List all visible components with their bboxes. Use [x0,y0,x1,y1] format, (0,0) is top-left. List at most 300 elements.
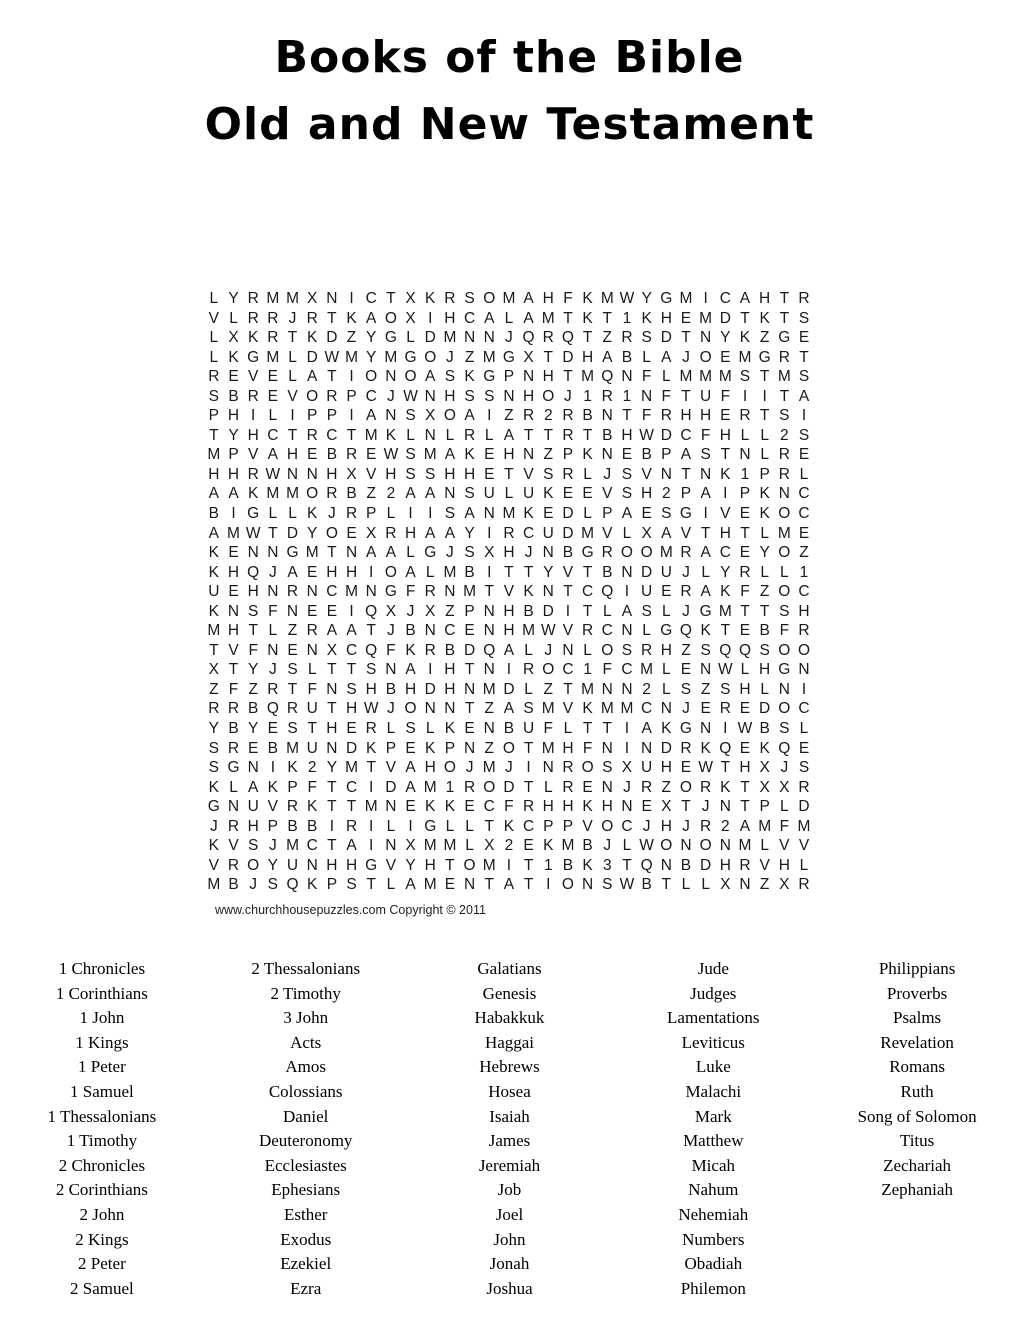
grid-cell: T [720,622,731,640]
grid-cell: R [326,387,338,405]
grid-cell: R [680,544,692,562]
grid-cell: H [542,290,554,307]
grid-cell: T [779,290,790,307]
grid-cell: E [680,309,692,327]
grid-cell: T [622,856,632,874]
grid-cell: E [267,387,279,405]
word-item: Jonah [489,1254,530,1274]
grid-cell: 1 [622,387,632,405]
word-item: Judges [690,983,737,1003]
grid-cell: M [758,817,772,835]
grid-cell: L [622,524,632,542]
grid-cell: Z [759,583,770,601]
grid-cell: Y [405,856,416,874]
word-item: Haggai [484,1032,535,1052]
grid-cell: T [209,641,219,659]
grid-cell: K [641,309,652,327]
grid-cell: D [385,778,397,796]
grid-cell: C [463,309,476,327]
grid-cell: Y [641,290,652,307]
grid-cell: N [542,583,554,601]
grid-cell: T [366,622,376,640]
grid-cell: Y [248,661,259,679]
grid-cell: P [346,387,357,405]
grid-row [204,387,814,407]
grid-cell: R [798,290,810,307]
grid-cell: T [740,602,750,620]
grid-cell: Y [326,759,338,777]
grid-cell: N [227,798,240,816]
grid-cell: L [307,661,317,679]
grid-cell: O [778,544,791,562]
grid-cell: L [583,465,592,483]
grid-cell: E [287,641,298,659]
grid-cell: S [444,505,456,523]
grid-cell: A [503,426,515,444]
grid-cell: X [346,465,357,483]
grid-cell: M [443,563,457,581]
grid-cell: Z [661,778,672,796]
grid-cell: M [384,348,398,366]
grid-cell: N [542,759,554,777]
grid-cell: L [799,720,809,738]
grid-cell: A [366,544,377,562]
grid-cell: V [208,309,219,327]
grid-cell: A [405,778,416,796]
word-item: Exodus [280,1229,332,1249]
grid-cell: W [639,426,654,444]
grid-cell: H [719,856,731,874]
grid-cell: S [464,387,475,405]
grid-cell: L [504,309,514,327]
grid-cell: B [346,485,357,503]
grid-cell: K [582,309,593,327]
grid-cell: D [503,778,515,796]
grid-cell: O [699,837,712,855]
grid-cell: F [779,817,790,835]
grid-cell: E [680,759,692,777]
grid-cell: N [463,739,476,757]
grid-cell: S [621,465,633,483]
word-item: 2 Kings [75,1229,129,1249]
grid-cell: T [563,583,573,601]
grid-cell: D [326,329,338,347]
grid-cell: N [483,329,495,347]
grid-cell: K [523,583,534,601]
grid-cell: D [463,641,476,659]
grid-cell: N [306,465,318,483]
grid-cell: P [385,739,397,757]
grid-cell: T [622,407,632,425]
grid-cell: H [345,700,358,718]
grid-row [204,699,814,719]
grid-cell: W [619,290,635,307]
grid-cell: D [424,329,436,347]
grid-cell: O [502,739,515,757]
grid-cell: N [424,387,436,405]
grid-cell: V [779,837,790,855]
grid-cell: V [562,563,574,581]
grid-cell: F [405,583,416,601]
grid-cell: T [228,661,239,679]
grid-cell: O [699,348,712,366]
grid-cell: 2 [720,817,730,835]
grid-cell: S [700,446,711,464]
grid-row [204,367,814,387]
grid-cell: B [228,876,239,894]
grid-cell: N [522,368,535,386]
grid-cell: D [798,798,810,816]
grid-cell: N [700,661,712,679]
grid-cell: N [778,485,790,503]
grid-cell: W [698,759,713,777]
grid-cell: C [444,622,456,640]
grid-cell: K [582,446,593,464]
grid-cell: L [583,641,592,659]
grid-cell: O [778,583,791,601]
grid-cell: E [739,505,751,523]
grid-cell: X [641,524,652,542]
grid-cell: O [247,856,260,874]
grid-cell: J [682,348,690,366]
grid-cell: H [660,759,672,777]
grid-cell: S [366,661,377,679]
grid-cell: Q [483,641,496,659]
grid-cell: S [759,641,770,659]
grid-cell: Q [266,700,279,718]
grid-cell: T [366,876,376,894]
grid-cell: S [621,641,633,659]
grid-cell: X [405,290,416,307]
grid-cell: K [523,505,534,523]
grid-cell: T [504,465,514,483]
word-item: Genesis [482,983,537,1003]
grid-cell: H [503,446,515,464]
grid-cell: D [660,329,672,347]
grid-cell: F [641,407,652,425]
grid-cell: I [742,387,748,405]
grid-cell: N [286,465,299,483]
grid-cell: L [681,876,691,894]
grid-cell: H [660,641,672,659]
grid-cell: T [523,856,534,874]
grid-cell: T [759,602,770,620]
grid-cell: N [719,837,731,855]
word-item: Esther [283,1204,328,1224]
grid-cell: E [582,778,593,796]
grid-cell: T [681,387,691,405]
grid-cell: J [682,700,690,718]
grid-cell: O [404,700,417,718]
grid-cell: U [208,583,220,601]
grid-cell: R [463,426,476,444]
grid-cell: L [524,641,533,659]
grid-row [204,406,814,426]
grid-cell: I [801,407,807,425]
grid-cell: A [444,524,456,542]
grid-cell: J [465,759,474,777]
grid-cell: H [562,739,574,757]
grid-cell: H [759,290,771,307]
grid-cell: J [406,602,415,620]
word-item: Nahum [688,1180,739,1200]
grid-cell: L [760,446,769,464]
grid-cell: 2 [661,485,671,503]
grid-cell: E [621,446,633,464]
grid-cell: N [601,739,613,757]
grid-cell: E [739,544,751,562]
grid-cell: A [326,622,338,640]
grid-cell: M [207,446,221,464]
grid-cell: G [660,622,673,640]
grid-cell: K [582,700,593,718]
grid-cell: N [582,876,594,894]
word-item: Jeremiah [478,1155,541,1175]
grid-cell: L [268,407,278,425]
grid-cell: N [483,622,495,640]
word-item: John [493,1229,526,1249]
grid-cell: P [739,485,751,503]
grid-cell: R [227,700,240,718]
grid-cell: Z [287,622,298,640]
grid-cell: N [247,544,259,562]
grid-cell: 1 [740,465,750,483]
grid-cell: L [209,290,219,307]
grid-cell: S [798,368,810,386]
grid-cell: L [701,563,710,581]
grid-cell: H [621,426,633,444]
grid-cell: C [522,817,535,835]
grid-cell: I [487,563,492,581]
grid-cell: D [700,856,712,874]
grid-cell: D [542,602,554,620]
grid-cell: L [268,505,278,523]
grid-cell: J [682,563,690,581]
grid-cell: H [326,465,338,483]
grid-cell: N [562,641,574,659]
grid-cell: J [524,544,533,562]
grid-cell: V [523,465,534,483]
word-item: 2 Corinthians [55,1180,148,1200]
grid-cell: G [424,817,437,835]
grid-cell: M [443,329,457,347]
grid-cell: A [425,524,436,542]
grid-cell: S [779,720,790,738]
grid-cell: T [720,446,731,464]
grid-cell: K [208,563,219,581]
grid-cell: I [329,817,335,835]
word-item: James [488,1131,531,1151]
grid-cell: Q [640,856,653,874]
grid-cell: H [247,817,259,835]
grid-cell: N [247,759,259,777]
grid-cell: H [759,661,771,679]
grid-cell: I [270,759,275,777]
grid-cell: O [404,368,417,386]
grid-cell: O [443,759,456,777]
grid-cell: X [759,759,770,777]
grid-cell: T [346,798,357,816]
grid-cell: A [405,661,416,679]
grid-cell: L [780,563,789,581]
grid-cell: N [601,446,613,464]
grid-cell: R [562,759,574,777]
grid-cell: E [739,622,751,640]
grid-cell: 1 [445,778,455,796]
grid-cell: K [425,290,436,307]
grid-cell: M [738,837,752,855]
grid-cell: M [266,348,280,366]
grid-cell: X [661,798,672,816]
grid-cell: T [484,876,494,894]
grid-cell: N [680,837,692,855]
grid-cell: E [739,739,751,757]
grid-cell: F [700,426,711,444]
word-item: Joel [495,1204,524,1224]
grid-cell: I [703,290,708,307]
grid-cell: S [798,426,810,444]
grid-cell: K [464,446,475,464]
grid-cell: A [661,348,672,366]
grid-cell: O [384,309,397,327]
grid-cell: R [562,407,574,425]
grid-cell: J [564,387,572,405]
grid-cell: M [463,583,477,601]
grid-cell: T [445,856,455,874]
grid-cell: H [227,465,240,483]
grid-cell: G [286,544,299,562]
grid-cell: M [345,583,358,601]
grid-cell: U [522,485,535,503]
grid-cell: A [405,759,416,777]
grid-cell: H [719,426,731,444]
grid-cell: T [563,680,573,698]
word-item: Acts [290,1032,322,1052]
grid-cell: H [562,798,574,816]
grid-cell: R [306,309,318,327]
grid-cell: W [383,446,399,464]
grid-cell: J [603,465,612,483]
grid-cell: Q [738,641,751,659]
grid-cell: J [288,309,297,327]
grid-cell: C [601,622,613,640]
grid-cell: H [247,426,259,444]
grid-cell: S [798,309,810,327]
grid-cell: T [327,309,337,327]
grid-cell: M [423,837,437,855]
grid-cell: O [424,348,437,366]
grid-cell: D [503,680,515,698]
grid-cell: N [739,876,751,894]
grid-cell: 2 [642,680,651,698]
grid-cell: I [369,563,374,581]
grid-cell: T [287,680,298,698]
grid-cell: Q [286,876,299,894]
grid-cell: L [563,720,573,738]
grid-cell: T [327,778,337,796]
grid-cell: R [306,426,318,444]
grid-cell: H [444,387,456,405]
word-search-grid [204,289,814,895]
word-item: Revelation [880,1032,954,1052]
grid-cell: 3 [602,856,612,874]
grid-cell: N [700,329,712,347]
grid-cell: X [326,641,338,659]
grid-cell: M [364,426,378,444]
grid-cell: H [247,583,259,601]
grid-cell: Y [248,720,259,738]
grid-cell: J [603,837,612,855]
word-item: 3 John [283,1008,329,1028]
grid-cell: N [306,583,318,601]
grid-cell: R [306,622,318,640]
grid-cell: C [582,583,594,601]
grid-cell: A [208,485,219,503]
grid-cell: B [582,407,593,425]
grid-cell: B [287,817,298,835]
grid-cell: D [562,524,574,542]
grid-cell: J [642,817,651,835]
grid-cell: A [405,563,416,581]
grid-cell: A [503,700,515,718]
grid-cell: S [602,759,613,777]
grid-cell: O [679,778,692,796]
grid-cell: L [760,563,769,581]
grid-cell: P [759,465,770,483]
grid-cell: P [366,505,377,523]
grid-cell: Q [365,641,378,659]
grid-cell: M [482,856,496,874]
grid-cell: F [602,661,612,679]
grid-cell: L [386,720,396,738]
grid-cell: Y [228,426,239,444]
grid-cell: S [287,720,298,738]
grid-cell: A [267,446,279,464]
grid-cell: L [386,876,396,894]
title-line-2: Old and New Testament [204,99,815,150]
grid-cell: Z [681,641,691,659]
grid-cell: A [503,876,515,894]
grid-cell: V [385,759,397,777]
grid-cell: B [228,387,239,405]
grid-cell: H [739,759,751,777]
grid-cell: V [759,856,770,874]
grid-cell: H [503,602,515,620]
grid-cell: R [365,720,377,738]
grid-cell: N [463,876,476,894]
grid-cell: A [700,583,711,601]
word-item: Philemon [680,1278,746,1298]
grid-cell: E [641,798,652,816]
grid-cell: T [582,426,593,444]
word-item: 1 John [79,1008,125,1028]
grid-cell: N [483,505,495,523]
grid-cell: N [385,798,397,816]
grid-cell: 1 [799,563,809,581]
grid-cell: K [759,309,770,327]
grid-cell: E [582,485,593,503]
grid-cell: I [487,407,492,425]
grid-cell: A [366,407,377,425]
grid-cell: C [326,583,338,601]
grid-cell: A [425,368,436,386]
grid-cell: T [307,720,317,738]
grid-cell: K [307,329,318,347]
grid-cell: T [582,329,593,347]
grid-cell: E [228,544,239,562]
word-item: Ephesians [271,1180,341,1200]
grid-cell: L [524,680,533,698]
